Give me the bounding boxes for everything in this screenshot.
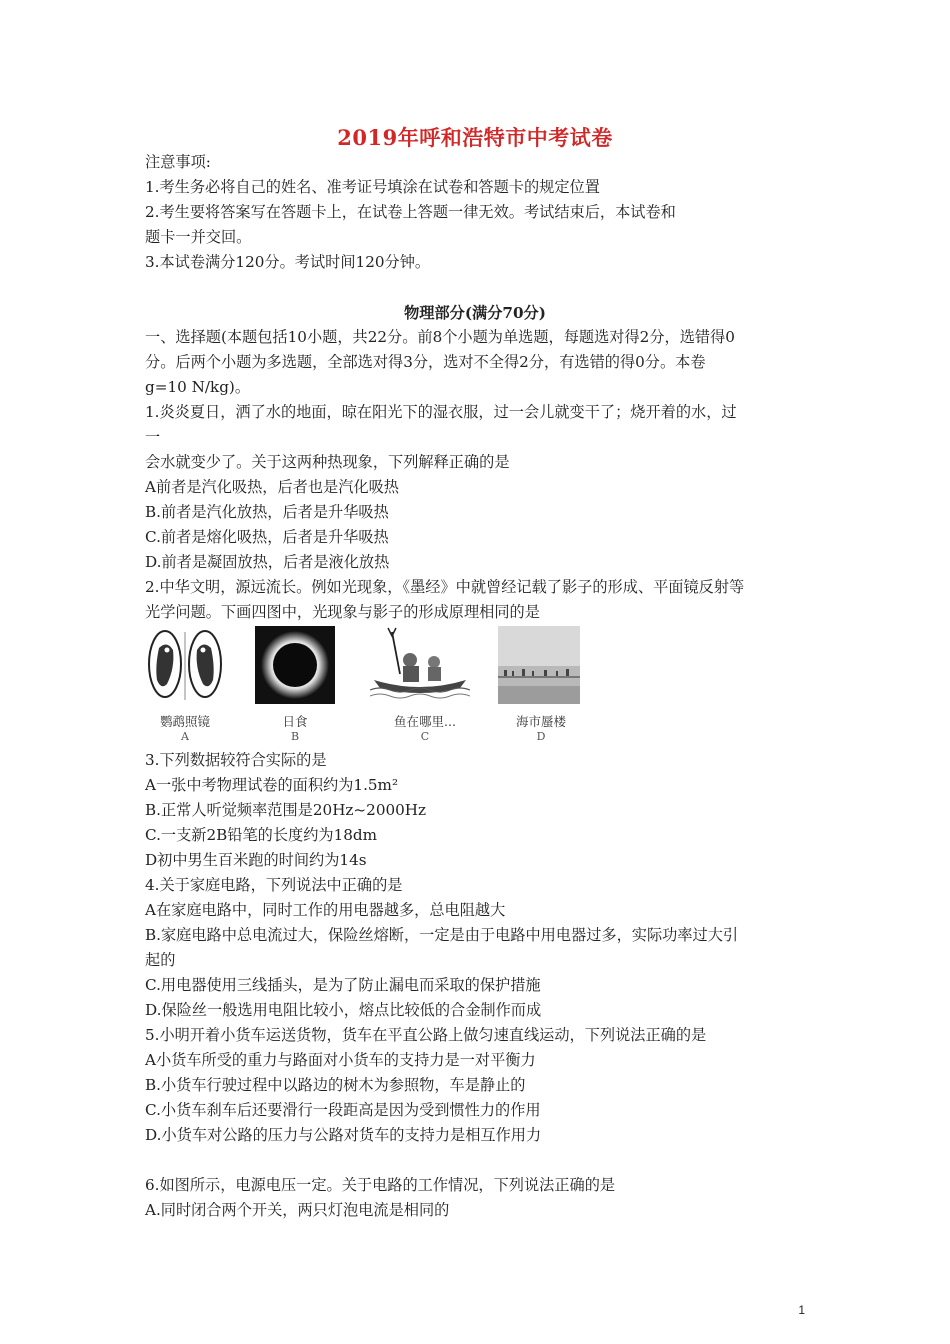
q3-option-a: A一张中考物理试卷的面积约为1.5m² <box>145 776 399 794</box>
q1-stem-3: 会水就变少了。关于这两种热现象，下列解释正确的是 <box>145 453 510 471</box>
q5-option-d: D.小货车对公路的压力与公路对货车的支持力是相互作用力 <box>145 1126 542 1144</box>
figure-d-letter: D <box>536 730 546 743</box>
notice-item-2b: 题卡一并交回。 <box>145 228 252 246</box>
q1-option-a: A前者是汽化吸热，后者也是汽化吸热 <box>145 478 399 496</box>
q4-option-c: C.用电器使用三线插头，是为了防止漏电而采取的保护措施 <box>145 976 541 994</box>
intro-line-1: 一、选择题(本题包括10小题，共22分。前8个小题为单选题，每题选对得2分，选错得0 <box>145 328 735 346</box>
q4-option-b-2: 起的 <box>145 951 176 969</box>
intro-line-3: g=10 N/kg)。 <box>145 378 251 396</box>
q4-option-d: D.保险丝一般选用电阻比较小，熔点比较低的合金制作而成 <box>145 1001 542 1019</box>
q4-option-a: A在家庭电路中，同时工作的用电器越多，总电阻越大 <box>145 901 506 919</box>
q2-figure-row <box>145 626 595 746</box>
q1-option-d: D.前者是凝固放热，后者是液化放热 <box>145 553 390 571</box>
q6-stem: 6.如图所示，电源电压一定。关于电路的工作情况，下列说法正确的是 <box>145 1176 616 1194</box>
q5-option-a: A小货车所受的重力与路面对小货车的支持力是一对平衡力 <box>145 1051 536 1069</box>
intro-line-2: 分。后两个小题为多选题，全部选对得3分，选对不全得2分，有选错的得0分。本卷 <box>145 353 706 371</box>
notice-item-2a: 2.考生要将答案写在答题卡上，在试卷上答题一律无效。考试结束后，本试卷和 <box>145 203 676 221</box>
figure-a-parrot-mirror <box>145 626 255 704</box>
q5-option-c: C.小货车刹车后还要滑行一段距高是因为受到惯性力的作用 <box>145 1101 541 1119</box>
exam-title: 2019年呼和浩特市中考试卷 <box>337 125 613 150</box>
figure-d-caption: 海市蜃楼 <box>515 714 566 729</box>
notice-item-1: 1.考生务必将自己的姓名、准考证号填涂在试卷和答题卡的规定位置 <box>145 178 600 196</box>
q4-option-b-1: B.家庭电路中总电流过大，保险丝熔断，一定是由于电路中用电器过多，实际功率过大引 <box>145 926 739 944</box>
q1-stem-2: 一 <box>145 428 161 446</box>
q3-option-b: B.正常人听觉频率范围是20Hz~2000Hz <box>145 801 427 819</box>
figure-a-letter: A <box>181 730 189 743</box>
q3-stem: 3.下列数据较符合实际的是 <box>145 751 327 769</box>
notice-heading: 注意事项: <box>145 153 211 171</box>
figure-b-letter: B <box>290 730 300 743</box>
figure-c-fishing-boat <box>370 626 480 704</box>
q2-stem-1: 2.中华文明，源远流长。例如光现象，《墨经》中就曾经记载了影子的形成、平面镜反射等 <box>145 578 745 596</box>
figure-d-mirage <box>498 626 608 704</box>
q3-option-d: D初中男生百米跑的时间约为14s <box>145 851 367 869</box>
q6-option-a: A.同时闭合两个开关，两只灯泡电流是相同的 <box>145 1201 450 1219</box>
q2-stem-2: 光学问题。下画四图中，光现象与影子的形成原理相同的是 <box>145 603 540 621</box>
q4-stem: 4.关于家庭电路，下列说法中正确的是 <box>145 876 403 894</box>
section-title: 物理部分(满分70分) <box>404 304 546 322</box>
q1-stem-1: 1.炎炎夏日，洒了水的地面，晾在阳光下的湿衣服，过一会儿就变干了；烧开着的水，过 <box>145 403 737 421</box>
figure-a-caption: 鹦鹉照镜 <box>159 714 210 729</box>
figure-c-caption: 鱼在哪里... <box>394 714 456 729</box>
page-number: 1 <box>798 1303 805 1317</box>
q1-option-c: C.前者是熔化吸热，后者是升华吸热 <box>145 528 389 546</box>
figure-c-letter: C <box>420 730 430 743</box>
q1-option-b: B.前者是汽化放热，后者是升华吸热 <box>145 503 389 521</box>
figure-b-solar-eclipse <box>255 626 365 704</box>
notice-item-3: 3.本试卷满分120分。考试时间120分钟。 <box>145 253 431 271</box>
q3-option-c: C.一支新2B铅笔的长度约为18dm <box>145 826 378 844</box>
q5-option-b: B.小货车行驶过程中以路边的树木为参照物，车是静止的 <box>145 1076 526 1094</box>
figure-b-caption: 日食 <box>282 714 308 729</box>
q5-stem: 5.小明开着小货车运送货物，货车在平直公路上做匀速直线运动，下列说法正确的是 <box>145 1026 707 1044</box>
